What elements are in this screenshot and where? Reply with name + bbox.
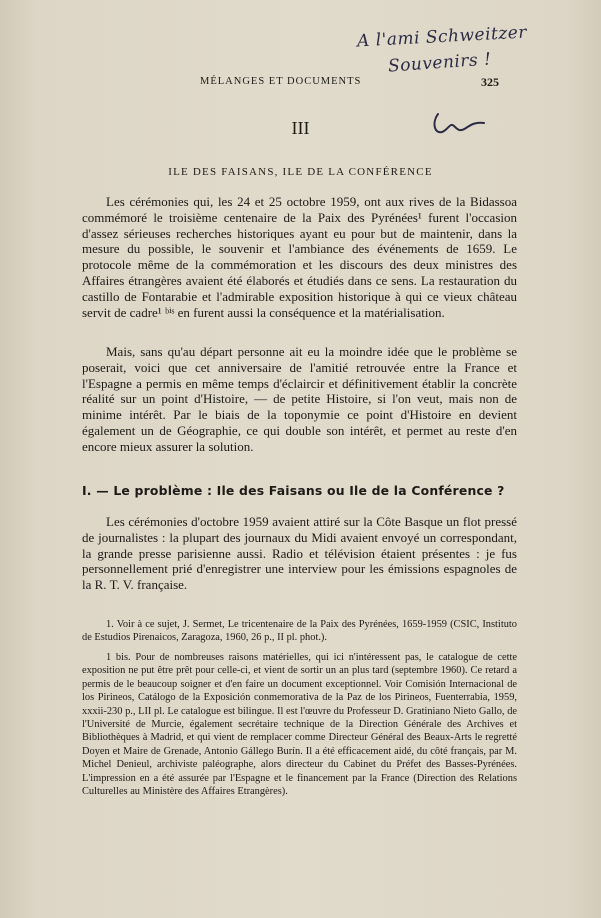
- article-title: ILE DES FAISANS, ILE DE LA CONFÉRENCE: [168, 166, 433, 178]
- paragraph-3-text: Les cérémonies d'octobre 1959 avaient attiré sur la Côte Basque un flot pressé de journalistes : la plupart des journaux du Midi avaient envoyé un correspondant, la grande presse parisienne aussi. Radio et télévision étaient présentes : je fus personnellement prié d'enregistrer une interview pour les émissions espagnoles de la R. T. V. française.: [82, 514, 517, 593]
- footnote-1: [82, 618, 517, 645]
- handwritten-dedication-line1: A l'ami Schweitzer: [356, 22, 528, 52]
- section-heading: I. — Le problème : Ile des Faisans ou Ile de la Conférence ?: [82, 483, 505, 498]
- paragraph-3: [82, 514, 517, 593]
- paragraph-2-text: Mais, sans qu'au départ personne ait eu la moindre idée que le problème se poserait, voici que cet anniversaire de l'amitié retrouvée entre la France et l'Espagne a permis en même temps d'éclaircir et définitivement établir la concrète réalité sur un point d'Histoire, — de petite Histoire, si l'on veut, mais non de minime intérêt. Par le biais de la toponymie ce point d'Histoire en devient également un de Géographie, ce qui double son intérêt, et permet au reste d'en encore mieux assurer la solution.: [82, 344, 517, 454]
- running-header: MÉLANGES ET DOCUMENTS: [200, 76, 362, 87]
- footnote-1-text: 1. Voir à ce sujet, J. Sermet, Le tricentenaire de la Paix des Pyrénées, 1659-1959 (CSIC, Instituto de Estudios Pirenaicos, Zaragoza, 1960, 26 p., II pl. phot.).: [82, 619, 517, 644]
- section-roman-numeral: III: [291, 118, 310, 138]
- paragraph-2: [82, 344, 517, 455]
- paragraph-1-text: Les cérémonies qui, les 24 et 25 octobre 1959, ont aux rives de la Bidassoa commémoré le troisième centenaire de la Paix des Pyrénées¹ furent l'occasion d'assez sérieuses recherches historiques ayant eu pour but de maintenir, dans la mesure du possible, le souvenir et l'ambiance des événements de 1659. Le protocole même de la commémoration et les discours des deux ministres des Affaires étrangères avaient été élaborés et étudiés dans ce sens. La restauration du castillo de Fontarabie et l'admirable exposition historique à qui ce vieux château servit de cadre¹ ᵇⁱˢ en furent aussi la conséquence et la matérialisation.: [82, 194, 517, 320]
- footnote-1bis-text: 1 bis. Pour de nombreuses raisons matérielles, qui ici n'intéressent pas, le catalogue de cette exposition ne put être prêt pour celle-ci, et vient de sortir un an plus tard (septembre 1960). Ce retard a permis de le beaucoup soigner et d'en faire un document exceptionnel. Voir Comisión Internacional de los Pirineos, Catálogo de la Exposición conmemorativa de la Paz de los Pirineos, Fuenterrabia, 1959, xxxii-230 p., LII pl. Le catalogue est bilingue. Il est l'œuvre du Professeur D. Gratiniano Nieto Gallo, de l'Université de Murcie, également secrétaire technique de la Direction Générale des Archives et Bibliothèques à Madrid, et qui vient de remplacer comme Directeur Général des Beaux-Arts le regretté Doyen et Maire de Grenade, Antonio Gállego Burín. Il a été efficacement aidé, du côté français, par M. Michel Denieul, archiviste paléographe, alors directeur du Cabinet du Préfet des Basses-Pyrénées. L'impression en a été assurée par l'Espagne et le financement par la France (Direction des Relations Culturelles au Ministère des Affaires Etrangères).: [82, 652, 517, 798]
- paragraph-1: [82, 194, 517, 320]
- footnote-1bis: [82, 651, 517, 798]
- page-number: 325: [481, 75, 499, 89]
- handwritten-dedication-line2: Souvenirs !: [387, 49, 493, 77]
